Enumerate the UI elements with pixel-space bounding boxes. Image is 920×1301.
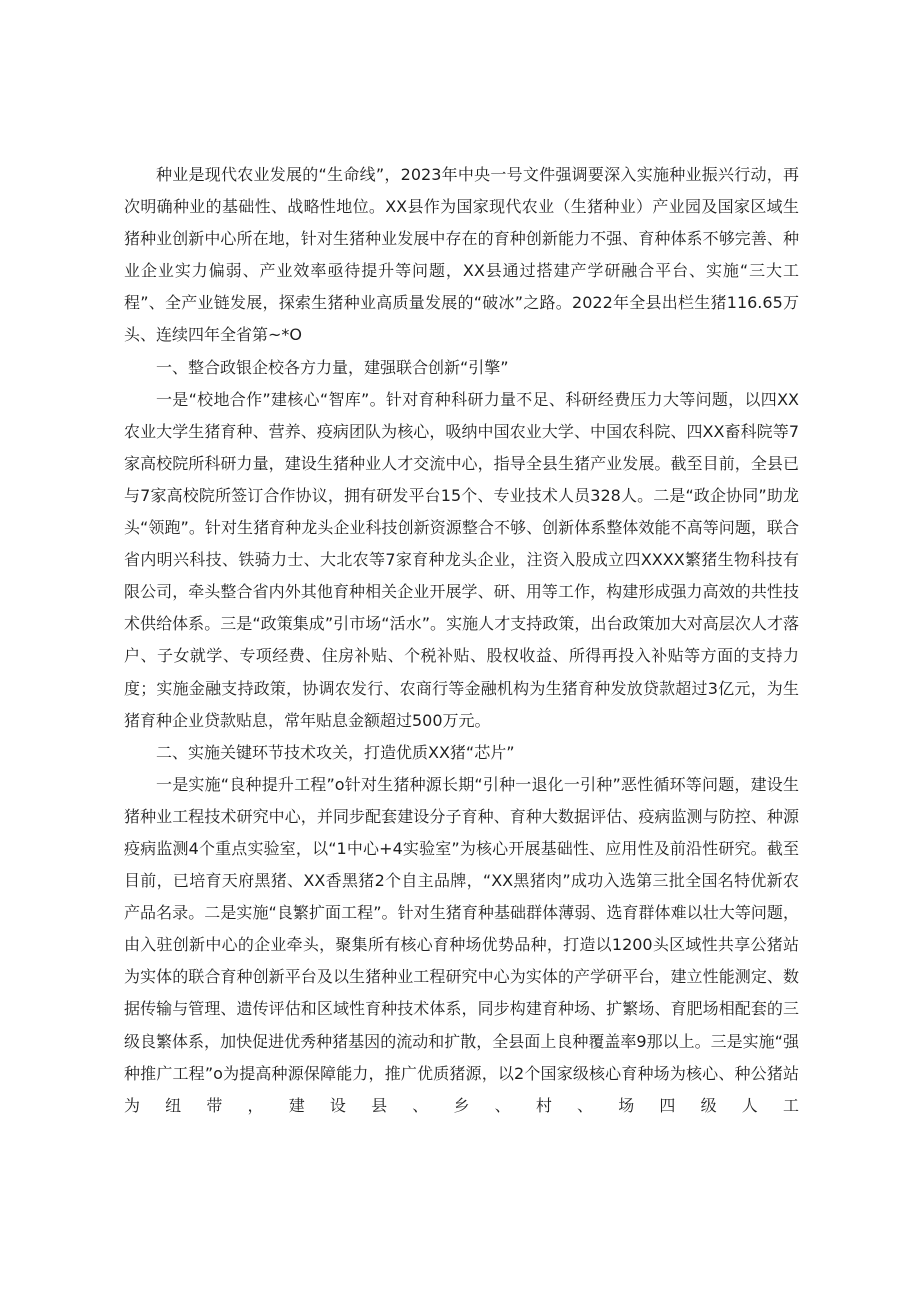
- section-1-paragraph: 一是“校地合作”建核心“智库”。针对育种科研力量不足、科研经费压力大等问题，以四XX农业大学生猪育种、营养、疫病团队为核心，吸纳中国农业大学、中国农科院、四XX畜科院等7家高校院所科研力量，建设生猪种业人才交流中心，指导全县生猪产业发展。截至目前，全县已与7家高校院所签订合作协议，拥有研发平台15个、专业技术人员328人。二是“政企协同”助龙头“领跑”。针对生猪育种龙头企业科技创新资源整合不够、创新体系整体效能不高等问题，联合省内明兴科技、铁骑力士、大北农等7家育种龙头企业，注资入股成立四XXXX繁猪生物科技有限公司，牵头整合省内外其他育种相关企业开展学、研、用等工作，构建形成强力高效的共性技术供给体系。三是“政策集成”引市场“活水”。实施人才支持政策，出台政策加大对高层次人才落户、子女就学、专项经费、住房补贴、个税补贴、股权收益、所得再投入补贴等方面的支持力度；实施金融支持政策，协调农发行、农商行等金融机构为生猪育种发放贷款超过3亿元，为生猪育种企业贷款贴息，常年贴息金额超过500万元。: [124, 389, 799, 730]
- intro-paragraph: 种业是现代农业发展的“生命线”，2023年中央一号文件强调要深入实施种业振兴行动，再次明确种业的基础性、战略性地位。XX县作为国家现代农业（生猪种业）产业园及国家区域生猪种业创新中心所在地，针对生猪种业发展中存在的育种创新能力不强、育种体系不够完善、种业企业实力偏弱、产业效率亟待提升等问题，XX县通过搭建产学研融合平台、实施“三大工程”、全产业链发展，探索生猪种业高质量发展的“破冰”之路。2022年全县出栏生猪116.65万头、连续四年全省第~*O: [124, 165, 799, 345]
- section-heading-2: 二、实施关键环节技术攻关，打造优质XX猪“芯片”: [156, 742, 515, 762]
- section-heading-1: 一、整合政银企校各方力量，建强联合创新“引擎”: [156, 357, 509, 377]
- section-2-paragraph: 一是实施“良种提升工程”o针对生猪种源长期“引种一退化一引种”恶性循环等问题，建设生猪种业工程技术研究中心，并同步配套建设分子育种、育种大数据评估、疫病监测与防控、种源疫病监测4个重点实验室，以“1中心+4实验室”为核心开展基础性、应用性及前沿性研究。截至目前，已培育天府黑猪、XX香黑猪2个自主品牌，“XX黑猪肉”成功入选第三批全国名特优新农产品名录。二是实施“良繁扩面工程”。针对生猪育种基础群体薄弱、选育群体难以壮大等问题，由入驻创新中心的企业牵头，聚集所有核心育种场优势品种，打造以1200头区域性共享公猪站为实体的联合育种创新平台及以生猪种业工程研究中心为实体的产学研平台，建立性能测定、数据传输与管理、遗传评估和区域性育种技术体系，同步构建育种场、扩繁场、育肥场相配套的三级良繁体系，加快促进优秀种猪基因的流动和扩散，全县面上良种覆盖率9那以上。三是实施“强种推广工程”o为提高种源保障能力，推广优质猪源，以2个国家级核心育种场为核心、种公猪站为纽带，建设县、乡、村、场四级人工: [124, 774, 799, 1115]
- document-body: [124, 159, 799, 1122]
